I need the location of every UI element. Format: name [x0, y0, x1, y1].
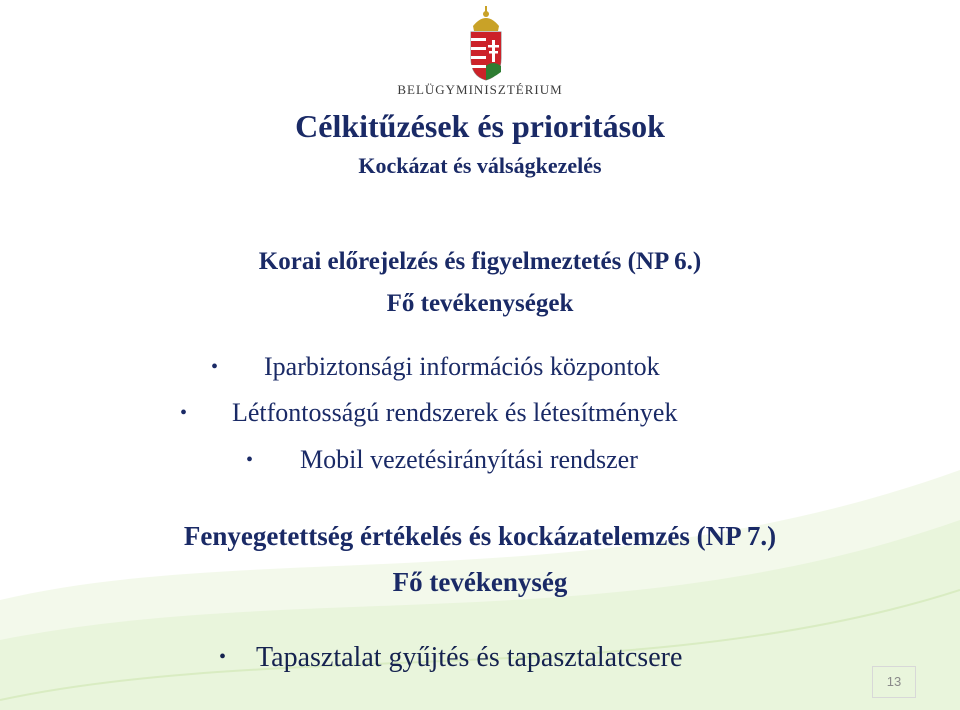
page-number: 13	[872, 666, 916, 698]
ministry-name: BELÜGYMINISZTÉRIUM	[397, 82, 563, 97]
section1-heading: Korai előrejelzés és figyelmeztetés (NP 6.)	[258, 248, 702, 275]
hungarian-coat-of-arms-icon	[461, 6, 511, 82]
list-item: Mobil vezetésirányítási rendszer	[300, 445, 638, 474]
list-item: Iparbiztonsági információs központok	[264, 352, 660, 381]
bullet-icon: •	[180, 402, 188, 424]
list-item: Létfontosságú rendszerek és létesítmények	[232, 398, 678, 427]
bullet-icon: •	[211, 356, 219, 378]
slide-subtitle: Kockázat és válságkezelés	[358, 153, 602, 178]
section2-heading: Fenyegetettség értékelés és kockázatelemzés (NP 7.)	[183, 521, 777, 551]
bullet-icon: •	[219, 646, 227, 668]
list-item: Tapasztalat gyűjtés és tapasztalatcsere	[256, 642, 683, 673]
slide-title: Célkitűzések és prioritások	[295, 108, 665, 144]
section1-subheading: Fő tevékenységek	[386, 290, 574, 317]
section2-subheading: Fő tevékenység	[392, 567, 568, 597]
bullet-icon: •	[246, 449, 254, 471]
